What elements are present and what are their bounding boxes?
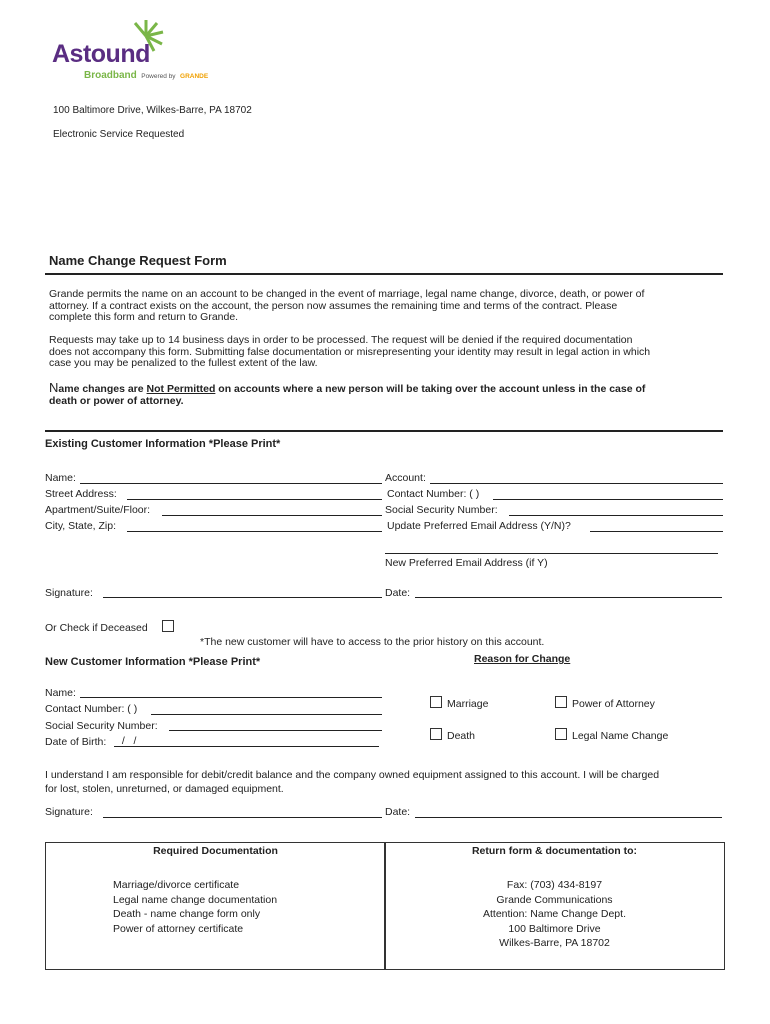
existing-heading: Existing Customer Information *Please Print* — [45, 438, 281, 450]
required-docs-item: Death - name change form only — [113, 908, 261, 920]
existing-signature-field[interactable] — [103, 597, 382, 598]
requests-paragraph — [49, 335, 729, 370]
responsibility-line: for lost, stolen, unreturned, or damaged equipment. — [45, 783, 284, 795]
existing-contact-label: Contact Number: ( ) — [387, 488, 480, 500]
existing-contact-field[interactable] — [493, 499, 723, 500]
deceased-label: Or Check if Deceased — [45, 622, 148, 634]
existing-city-field[interactable] — [127, 531, 382, 532]
return-to-item: Fax: (703) 434-8197 — [506, 879, 603, 891]
history-note: *The new customer will have to access to the prior history on this account. — [200, 636, 545, 648]
notice-line — [49, 382, 729, 395]
header-service: Electronic Service Requested — [53, 129, 185, 140]
return-to-item: Wilkes-Barre, PA 18702 — [499, 937, 610, 949]
new-contact-label: Contact Number: ( ) — [45, 703, 138, 715]
new-date-label: Date: — [385, 806, 411, 818]
reason-marriage-label: Marriage — [447, 698, 489, 710]
existing-account-field[interactable] — [430, 483, 723, 484]
new-signature-label: Signature: — [45, 806, 93, 818]
existing-update-email-label: Update Preferred Email Address (Y/N)? — [387, 520, 571, 532]
responsibility-text — [45, 768, 735, 796]
existing-street-field[interactable] — [127, 499, 382, 500]
reason-legal-checkbox[interactable] — [555, 728, 567, 740]
existing-update-email-field[interactable] — [590, 531, 723, 532]
required-docs-item: Legal name change documentation — [113, 893, 278, 906]
existing-rule — [45, 430, 723, 432]
existing-city-label: City, State, Zip: — [45, 520, 116, 532]
new-customer-heading: New Customer Information *Please Print* — [45, 656, 261, 668]
existing-date-field[interactable] — [415, 597, 722, 598]
existing-ssn-label: Social Security Number: — [385, 504, 498, 516]
existing-apt-label: Apartment/Suite/Floor: — [45, 504, 151, 516]
notice-rest: on accounts where a new person will be taking over the account unless in the case of — [215, 383, 646, 395]
return-to-item: Attention: Name Change Dept. — [482, 908, 626, 920]
new-signature-field[interactable] — [103, 817, 382, 818]
reason-heading: Reason for Change — [474, 653, 571, 665]
existing-apt-field[interactable] — [162, 515, 382, 516]
existing-name-label: Name: — [45, 472, 76, 484]
required-docs-item: Marriage/divorce certificate — [113, 879, 240, 891]
existing-account-label: Account: — [385, 472, 426, 484]
logo-sub: Broadband — [84, 70, 137, 81]
existing-new-email-field[interactable] — [385, 553, 718, 554]
title-rule — [45, 273, 723, 275]
existing-new-email-label: New Preferred Email Address (if Y) — [385, 557, 548, 569]
existing-date-label: Date: — [385, 587, 411, 599]
notice-line: death or power of attorney. — [49, 395, 184, 407]
new-contact-field[interactable] — [151, 714, 382, 715]
new-ssn-field[interactable] — [169, 730, 382, 731]
notice-prefix: ame changes are — [58, 383, 147, 395]
reason-marriage-checkbox[interactable] — [430, 696, 442, 708]
logo-partner: GRANDE — [180, 73, 209, 80]
requests-line: Requests may take up to 14 business days in order to be processed. The request will be denied if the required documentation — [49, 334, 633, 346]
required-docs-item: Power of attorney certificate — [113, 922, 244, 935]
intro-line: Grande permits the name on an account to be changed in the event of marriage, legal name change, divorce, death, or power of — [49, 288, 645, 300]
logo-brand: Astound — [52, 40, 150, 68]
logo-powered: Powered by — [141, 73, 176, 80]
existing-name-field[interactable] — [80, 483, 382, 484]
return-to-item: Grande Communications — [496, 893, 613, 906]
header-address: 100 Baltimore Drive, Wilkes-Barre, PA 18702 — [53, 105, 252, 116]
existing-ssn-field[interactable] — [509, 515, 723, 516]
required-docs-list — [113, 878, 277, 936]
reason-poa-label: Power of Attorney — [572, 698, 655, 710]
new-dob-label: Date of Birth: — [45, 736, 107, 748]
intro-line: complete this form and return to Grande. — [49, 311, 239, 323]
required-docs-heading: Required Documentation — [153, 845, 278, 857]
new-name-field[interactable] — [80, 697, 382, 698]
requests-line: case you may be penalized to the fullest extent of the law. — [49, 357, 318, 369]
existing-street-label: Street Address: — [45, 488, 117, 500]
requests-line: does not accompany this form. Submitting false documentation or misrepresenting your identity may result in legal action in which — [49, 345, 651, 358]
required-docs-box — [45, 842, 386, 970]
notice-not-permitted: Not Permitted — [146, 383, 216, 395]
logo-tagline — [84, 65, 208, 83]
reason-legal-label: Legal Name Change — [572, 730, 669, 742]
reason-poa-checkbox[interactable] — [555, 696, 567, 708]
logo — [52, 18, 222, 81]
new-dob-value[interactable]: / / — [116, 735, 137, 747]
new-date-field[interactable] — [415, 817, 722, 818]
page-title: Name Change Request Form — [49, 253, 227, 268]
new-ssn-label: Social Security Number: — [45, 720, 158, 732]
notice — [49, 382, 729, 407]
existing-signature-label: Signature: — [45, 587, 93, 599]
deceased-checkbox[interactable] — [162, 620, 174, 632]
return-to-heading: Return form & documentation to: — [471, 845, 638, 857]
new-dob-field[interactable] — [114, 746, 379, 747]
responsibility-line: I understand I am responsible for debit/credit balance and the company owned equipment assigned to this account. I will be charged — [45, 769, 660, 781]
intro-line: attorney. If a contract exists on the account, the person now assumes the remaining time and terms of the contract. Please — [49, 299, 618, 312]
reason-death-label: Death — [447, 730, 476, 742]
return-to-box — [384, 842, 725, 970]
return-to-list — [385, 878, 724, 951]
notice-cap: N — [49, 380, 59, 395]
return-to-item: 100 Baltimore Drive — [508, 922, 601, 935]
new-name-label: Name: — [45, 687, 76, 699]
intro-paragraph — [49, 289, 729, 324]
reason-death-checkbox[interactable] — [430, 728, 442, 740]
